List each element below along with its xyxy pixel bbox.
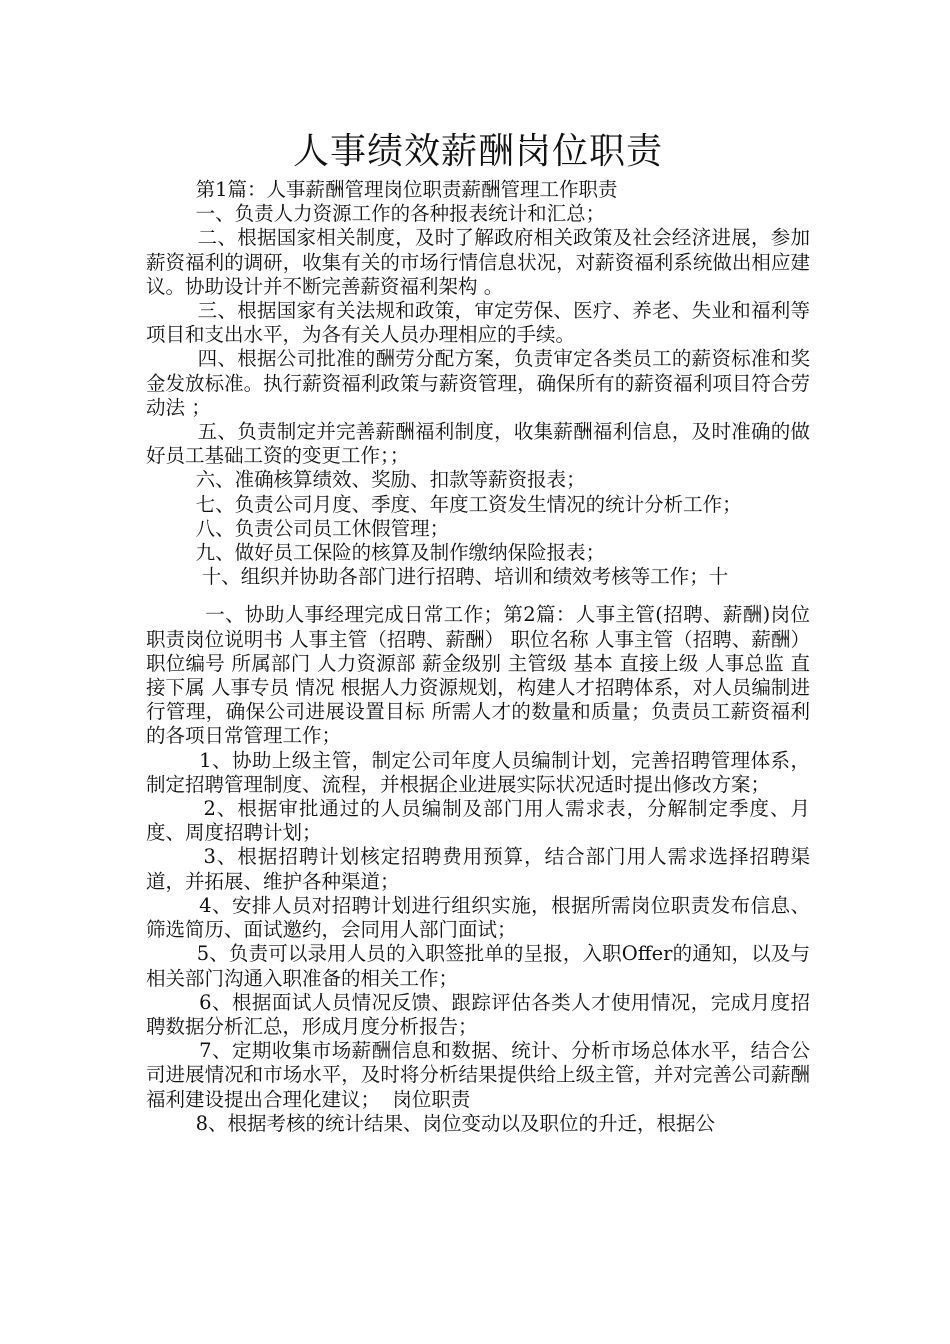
paragraph: 八、负责公司员工休假管理； (146, 516, 450, 540)
paragraph: 九、做好员工保险的核算及制作缴纳保险报表； (146, 541, 606, 565)
paragraph: 十、组织并协助各部门进行招聘、培训和绩效考核等工作；十 (146, 565, 729, 589)
paragraph: 七、负责公司月度、季度、年度工资发生情况的统计分析工作； (146, 492, 742, 516)
paragraph: 四、根据公司批准的酬劳分配方案，负责审定各类员工的薪资标准和奖金发放标准。执行薪资福利政策与薪资管理，确保所有的薪资福利项目符合劳动法 ； (146, 347, 810, 419)
paragraph-gap (146, 589, 810, 603)
paragraph: 二、根据国家相关制度，及时了解政府相关政策及社会经济进展，参加薪资福利的调研，收集有关的市场行情信息状况，对薪资福利系统做出相应建议。协助设计并不断完善薪资福利架构 。 (146, 226, 810, 298)
paragraph: 8、根据考核的统计结果、岗位变动以及职位的升迁，根据公 (146, 1111, 716, 1135)
paragraph: 5、负责可以录用人员的入职签批单的呈报，入职Offer的通知，以及与相关部门沟通入职准备的相关工作； (146, 942, 810, 990)
paragraph: 1、协助上级主管，制定公司年度人员编制计划，完善招聘管理体系，制定招聘管理制度、流程，并根据企业进展实际状况适时提出修改方案； (146, 748, 810, 796)
paragraph: 2、根据审批通过的人员编制及部门用人需求表，分解制定季度、月度、周度招聘计划； (146, 797, 810, 845)
paragraph: 一、协助人事经理完成日常工作；第2篇：人事主管(招聘、薪酬)岗位职责岗位说明书 人事主管（招聘、薪酬） 职位名称 人事主管（招聘、薪酬） 职位编号 所属部门 人力资源部 薪金级别 主管级 基本 直接上级 人事总监 直接下属 人事专员 情况 根据人力资源规划，构建人才招聘体系，对人员编制进行管理，确保公司进展设置目标 所需人才的数量和质量；负责员工薪资福利的各项日常管理工作； (146, 603, 817, 748)
paragraph: 7、定期收集市场薪酬信息和数据、统计、分析市场总体水平，结合公司进展情况和市场水平，及时将分析结果提供给上级主管，并对完善公司薪酬福利建设提出合理化建议； 岗位职责 (146, 1039, 810, 1111)
paragraph: 3、根据招聘计划核定招聘费用预算，结合部门用人需求选择招聘渠道，并拓展、维护各种渠道； (146, 845, 810, 893)
paragraph: 六、准确核算绩效、奖励、扣款等薪资报表； (146, 468, 586, 492)
paragraph: 第1篇：人事薪酬管理岗位职责薪酬管理工作职责 (146, 178, 618, 201)
document-page (146, 128, 817, 1136)
paragraph: 6、根据面试人员情况反馈、跟踪评估各类人才使用情况，完成月度招聘数据分析汇总，形成月度分析报告； (146, 990, 810, 1038)
paragraph: 五、负责制定并完善薪酬福利制度，收集薪酬福利信息，及时准确的做好员工基础工资的变更工作；； (146, 420, 810, 468)
paragraph: 4、安排人员对招聘计划进行组织实施，根据所需岗位职责发布信息、筛选简历、面试邀约，会同用人部门面试； (146, 893, 810, 942)
paragraph: 三、根据国家有关法规和政策，审定劳保、医疗、养老、失业和福利等项目和支出水平，为各有关人员办理相应的手续。 (146, 299, 810, 347)
paragraph: 一、负责人力资源工作的各种报表统计和汇总； (146, 202, 606, 226)
document-title: 人事绩效薪酬岗位职责 (292, 131, 663, 172)
